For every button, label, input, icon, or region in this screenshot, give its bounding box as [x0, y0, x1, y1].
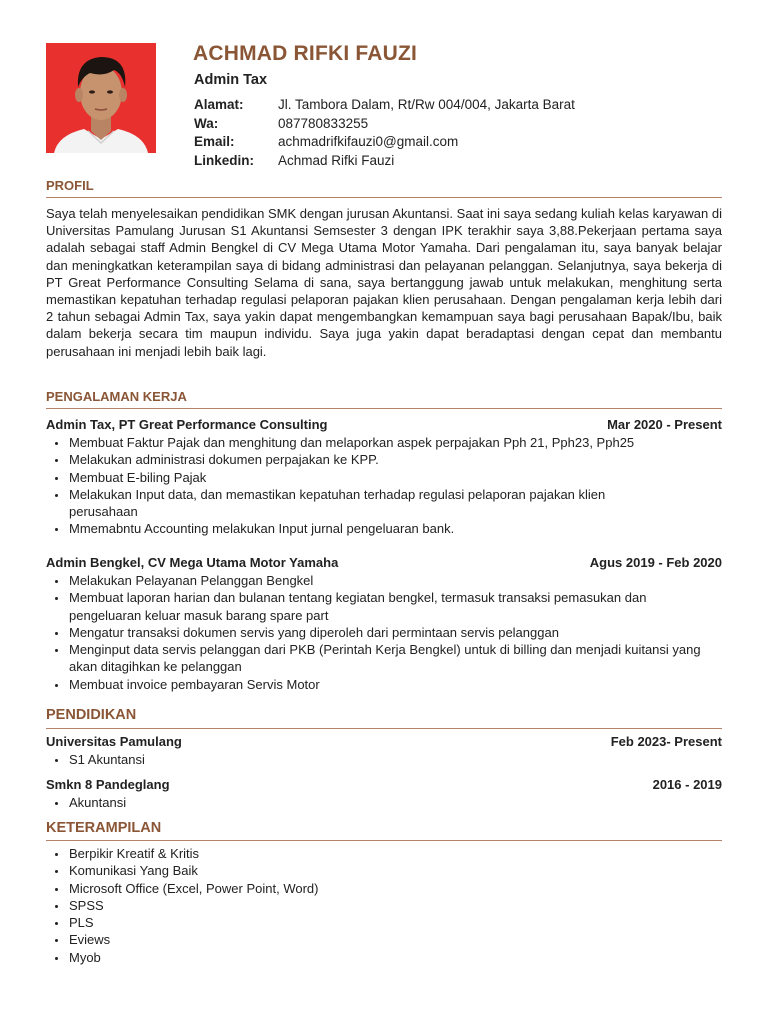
section-divider — [46, 197, 722, 198]
list-item: • Myob — [68, 949, 722, 966]
job-header — [46, 416, 722, 434]
contact-row-linkedin — [194, 152, 575, 171]
job-duties-list — [46, 572, 722, 693]
job-entry — [46, 554, 722, 693]
job-position: Admin Bengkel, CV Mega Utama Motor Yamaha — [46, 555, 339, 570]
list-item: • S1 Akuntansi — [68, 751, 722, 768]
job-entry — [46, 416, 722, 538]
education-header — [46, 776, 722, 794]
list-item: • Melakukan administrasi dokumen perpajakan ke KPP. — [68, 451, 722, 468]
contact-whatsapp: 087780833255 — [278, 115, 369, 131]
contact-label: Wa: — [194, 115, 219, 131]
school-period: 2016 - 2019 — [652, 777, 722, 792]
profile-photo — [46, 43, 156, 153]
list-item: • Melakukan Pelayanan Pelanggan Bengkel — [68, 572, 722, 589]
job-duties-list — [46, 434, 722, 538]
skills-block — [46, 845, 722, 966]
contact-row-whatsapp — [194, 115, 575, 134]
contact-row-address — [194, 96, 575, 115]
list-item: • Eviews — [68, 931, 722, 948]
contact-address: Jl. Tambora Dalam, Rt/Rw 004/004, Jakarta Barat — [278, 97, 575, 112]
school-name: Smkn 8 Pandeglang — [46, 777, 170, 792]
contact-label: Alamat: — [194, 97, 244, 112]
list-item: • Membuat E-biling Pajak — [68, 469, 722, 486]
education-entry — [46, 733, 722, 768]
list-item: • Menginput data servis pelanggan dari PKB (Perintah Kerja Bengkel) untuk di billing dan menjadi kuitansi yang akan ditagihkan ke pelanggan — [68, 641, 722, 676]
list-item: • Berpikir Kreatif & Kritis — [68, 845, 722, 862]
section-title-experience: PENGALAMAN KERJA — [46, 389, 187, 404]
contact-row-email — [194, 133, 575, 152]
section-divider — [46, 840, 722, 841]
contact-label: Email: — [194, 134, 235, 149]
section-divider — [46, 408, 722, 409]
section-title-profil: PROFIL — [46, 178, 94, 193]
list-item: • Membuat Faktur Pajak dan menghitung dan melaporkan aspek perpajakan Pph 21, Pph23, Pph25 — [68, 434, 722, 451]
school-name: Universitas Pamulang — [46, 734, 182, 749]
list-item: • Membuat invoice pembayaran Servis Motor — [68, 676, 722, 693]
section-title-skills: KETERAMPILAN — [46, 820, 162, 836]
job-period: Agus 2019 - Feb 2020 — [589, 555, 722, 570]
job-header — [46, 554, 722, 572]
list-item: • Microsoft Office (Excel, Power Point, Word) — [68, 880, 722, 897]
contact-email[interactable]: achmadrifkifauzi0@gmail.com — [278, 134, 459, 149]
education-details-list — [46, 751, 722, 768]
job-period: Mar 2020 - Present — [607, 417, 722, 432]
candidate-name: ACHMAD RIFKI FAUZI — [193, 42, 418, 65]
list-item: • Mengatur transaksi dokumen servis yang diperoleh dari permintaan servis pelanggan — [68, 624, 722, 641]
section-title-education: PENDIDIKAN — [46, 707, 137, 723]
list-item: • Komunikasi Yang Baik — [68, 862, 722, 879]
list-item: • Membuat laporan harian dan bulanan tentang kegiatan bengkel, termasuk transaksi pemasukan dan pengeluaran keluar masuk barang spare part — [68, 589, 722, 624]
education-header — [46, 733, 722, 751]
list-item: • Akuntansi — [68, 794, 722, 811]
contact-label: Linkedin: — [194, 152, 254, 168]
profile-summary: Saya telah menyelesaikan pendidikan SMK dengan jurusan Akuntansi. Saat ini saya sedang kuliah kelas karyawan di Universitas Pamulang Jurusan S1 Akuntansi Semsester 3 dengan IPK terakhir saya 3,88.Pekerjaan pertama saya adalah sebagai staff Admin Bengkel di CV Mega Utama Motor Yamaha. Dari pengalaman itu, saya banyak belajar dan meningkatkan keterampilan saya di bidang administrasi dan pelayanan pelanggan. Selanjutnya, saya bekerja di PT Great Performance Consulting Selama di sana, saya bertanggung jawab untuk melakukan, menghitung serta memastikan kepatuhan terhadap regulasi pelaporan pajakan klien perusahaan. Dengan pengalaman kerja lebih dari 2 tahun sebagai Admin Tax, saya yakin dapat mengembangkan kemampuan saya bagi perusahaan Bapak/Ibu, baik dalam bekerja secara tim maupun individu. Saya juga yakin dapat beradaptasi dengan cepat dan membantu perusahaan ini menjadi lebih baik lagi. — [46, 206, 722, 359]
candidate-role: Admin Tax — [194, 72, 268, 88]
contact-block — [194, 96, 575, 170]
list-item: • SPSS — [68, 897, 722, 914]
list-item: • Mmemabntu Accounting melakukan Input jurnal pengeluaran bank. — [68, 520, 722, 537]
education-entry — [46, 776, 722, 811]
skills-list — [46, 845, 722, 966]
school-period: Feb 2023- Present — [610, 734, 722, 749]
job-position: Admin Tax, PT Great Performance Consulting — [46, 417, 328, 432]
education-details-list — [46, 794, 722, 811]
section-divider — [46, 728, 722, 729]
list-item: • PLS — [68, 914, 722, 931]
list-item: • Melakukan Input data, dan memastikan kepatuhan terhadap regulasi pelaporan pajakan klien perusahaan — [68, 486, 722, 521]
contact-linkedin[interactable]: Achmad Rifki Fauzi — [278, 152, 395, 168]
